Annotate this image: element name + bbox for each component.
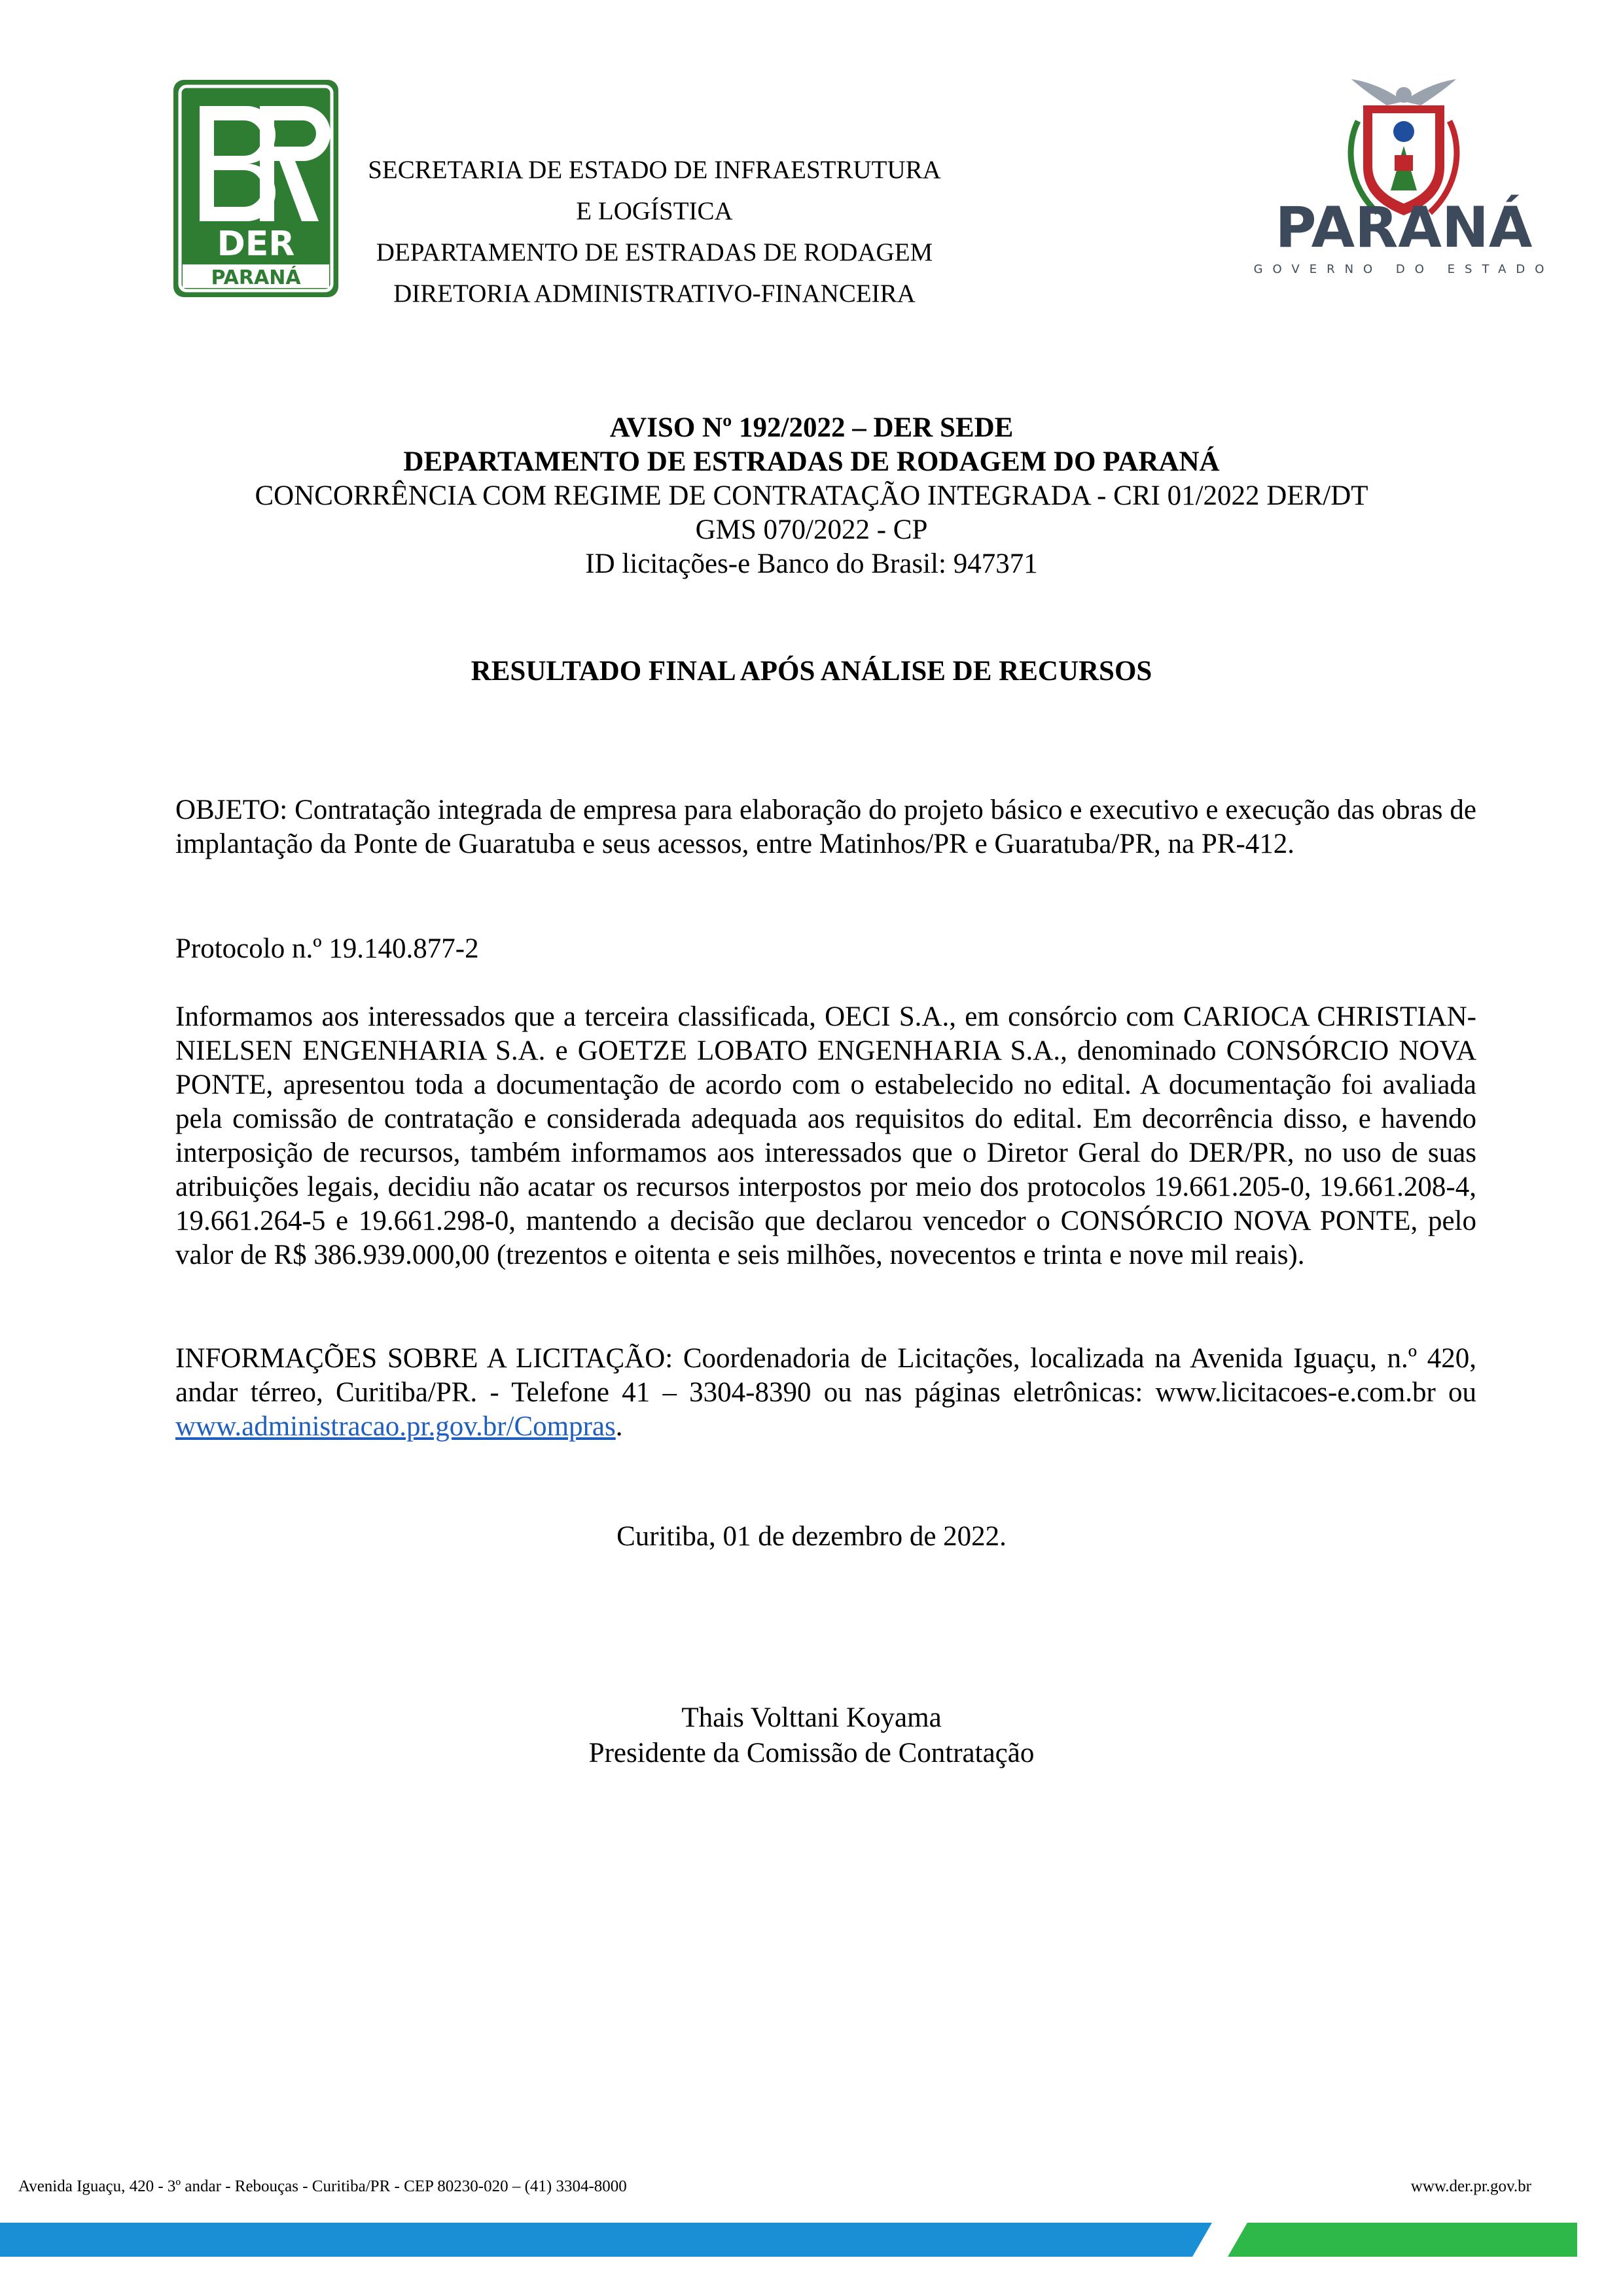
- footer-green-bar: [1228, 2223, 1577, 2257]
- footer-address: Avenida Iguaçu, 420 - 3º andar - Rebouças - Curitiba/PR - CEP 80230-020 – (41) 3304-8000: [18, 2178, 627, 2195]
- signatory-name: Thais Volttani Koyama: [681, 1702, 942, 1733]
- header-line-diretoria: DIRETORIA ADMINISTRATIVO-FINANCEIRA: [393, 279, 916, 308]
- header-institution-lines: [366, 149, 942, 314]
- parana-government-logo: [1247, 75, 1561, 278]
- notice-concorrencia: CONCORRÊNCIA COM REGIME DE CONTRATAÇÃO INTEGRADA - CRI 01/2022 DER/DT: [255, 480, 1368, 511]
- footer-color-bars: [0, 2223, 1623, 2257]
- der-logo-caption: PARANÁ: [211, 266, 301, 289]
- paragraph-protocolo: Protocolo n.º 19.140.877-2: [175, 933, 479, 964]
- informacoes-text: INFORMAÇÕES SOBRE A LICITAÇÃO: Coordenadoria de Licitações, localizada na Avenida Iguaçu, n.º 420, andar térreo, Curitiba/PR. - Telefone 41 – 3304-8390 ou nas páginas eletrônicas: www.licitacoes-e.com.br ou: [175, 1343, 1476, 1408]
- footer-blue-bar: [0, 2223, 1212, 2257]
- section-title: RESULTADO FINAL APÓS ANÁLISE DE RECURSOS: [471, 656, 1152, 687]
- header-line-secretaria: SECRETARIA DE ESTADO DE INFRAESTRUTURA E LOGÍSTICA: [368, 156, 941, 225]
- paragraph-objeto: OBJETO: Contratação integrada de empresa para elaboração do projeto básico e executivo e execução das obras de implantação da Ponte de Guaratuba e seus acessos, entre Matinhos/PR e Guaratuba/PR, na PR-412.: [175, 795, 1476, 859]
- signatory-role: Presidente da Comissão de Contratação: [588, 1738, 1035, 1768]
- date-line: Curitiba, 01 de dezembro de 2022.: [616, 1521, 1007, 1552]
- der-logo-text: DER: [217, 224, 295, 264]
- compras-link[interactable]: www.administracao.pr.gov.br/Compras: [175, 1411, 616, 1442]
- paragraph-informamos: Informamos aos interessados que a terceira classificada, OECI S.A., em consórcio com CARIOCA CHRISTIAN-NIELSEN ENGENHARIA S.A. e GOETZE LOBATO ENGENHARIA S.A., denominado CONSÓRCIO NOVA PONTE, apresentou toda a documentação de acordo com o estabelecido no edital. A documentação foi avaliada pela comissão de contratação e considerada adequada aos requisitos do edital. Em decorrência disso, e havendo interposição de recursos, também informamos aos interessados que o Diretor Geral do DER/PR, no uso de suas atribuições legais, decidiu não acatar os recursos interpostos por meio dos protocolos 19.661.205-0, 19.661.208-4, 19.661.264-5 e 19.661.298-0, mantendo a decisão que declarou vencedor o CONSÓRCIO NOVA PONTE, pelo valor de R$ 386.939.000,00 (trezentos e oitenta e seis milhões, novecentos e trinta e nove mil reais).: [175, 1001, 1476, 1270]
- informacoes-suffix: .: [615, 1411, 623, 1442]
- notice-gms: GMS 070/2022 - CP: [695, 514, 928, 545]
- parana-logo-subtitle: GOVERNO DO ESTADO: [1253, 262, 1554, 276]
- header-line-departamento: DEPARTAMENTO DE ESTRADAS DE RODAGEM: [376, 238, 933, 266]
- signature-block: [170, 1700, 1453, 1771]
- der-parana-logo: [173, 80, 338, 297]
- notice-number: AVISO Nº 192/2022 – DER SEDE: [609, 412, 1014, 443]
- notice-title-block: [170, 411, 1453, 581]
- footer-website: www.der.pr.gov.br: [1410, 2178, 1531, 2195]
- notice-department: DEPARTAMENTO DE ESTRADAS DE RODAGEM DO PARANÁ: [403, 446, 1220, 477]
- parana-wordmark: PARANÁ: [1275, 195, 1533, 260]
- notice-id-licitacoes: ID licitações-e Banco do Brasil: 947371: [585, 548, 1038, 579]
- paragraph-informacoes: [175, 1342, 1476, 1444]
